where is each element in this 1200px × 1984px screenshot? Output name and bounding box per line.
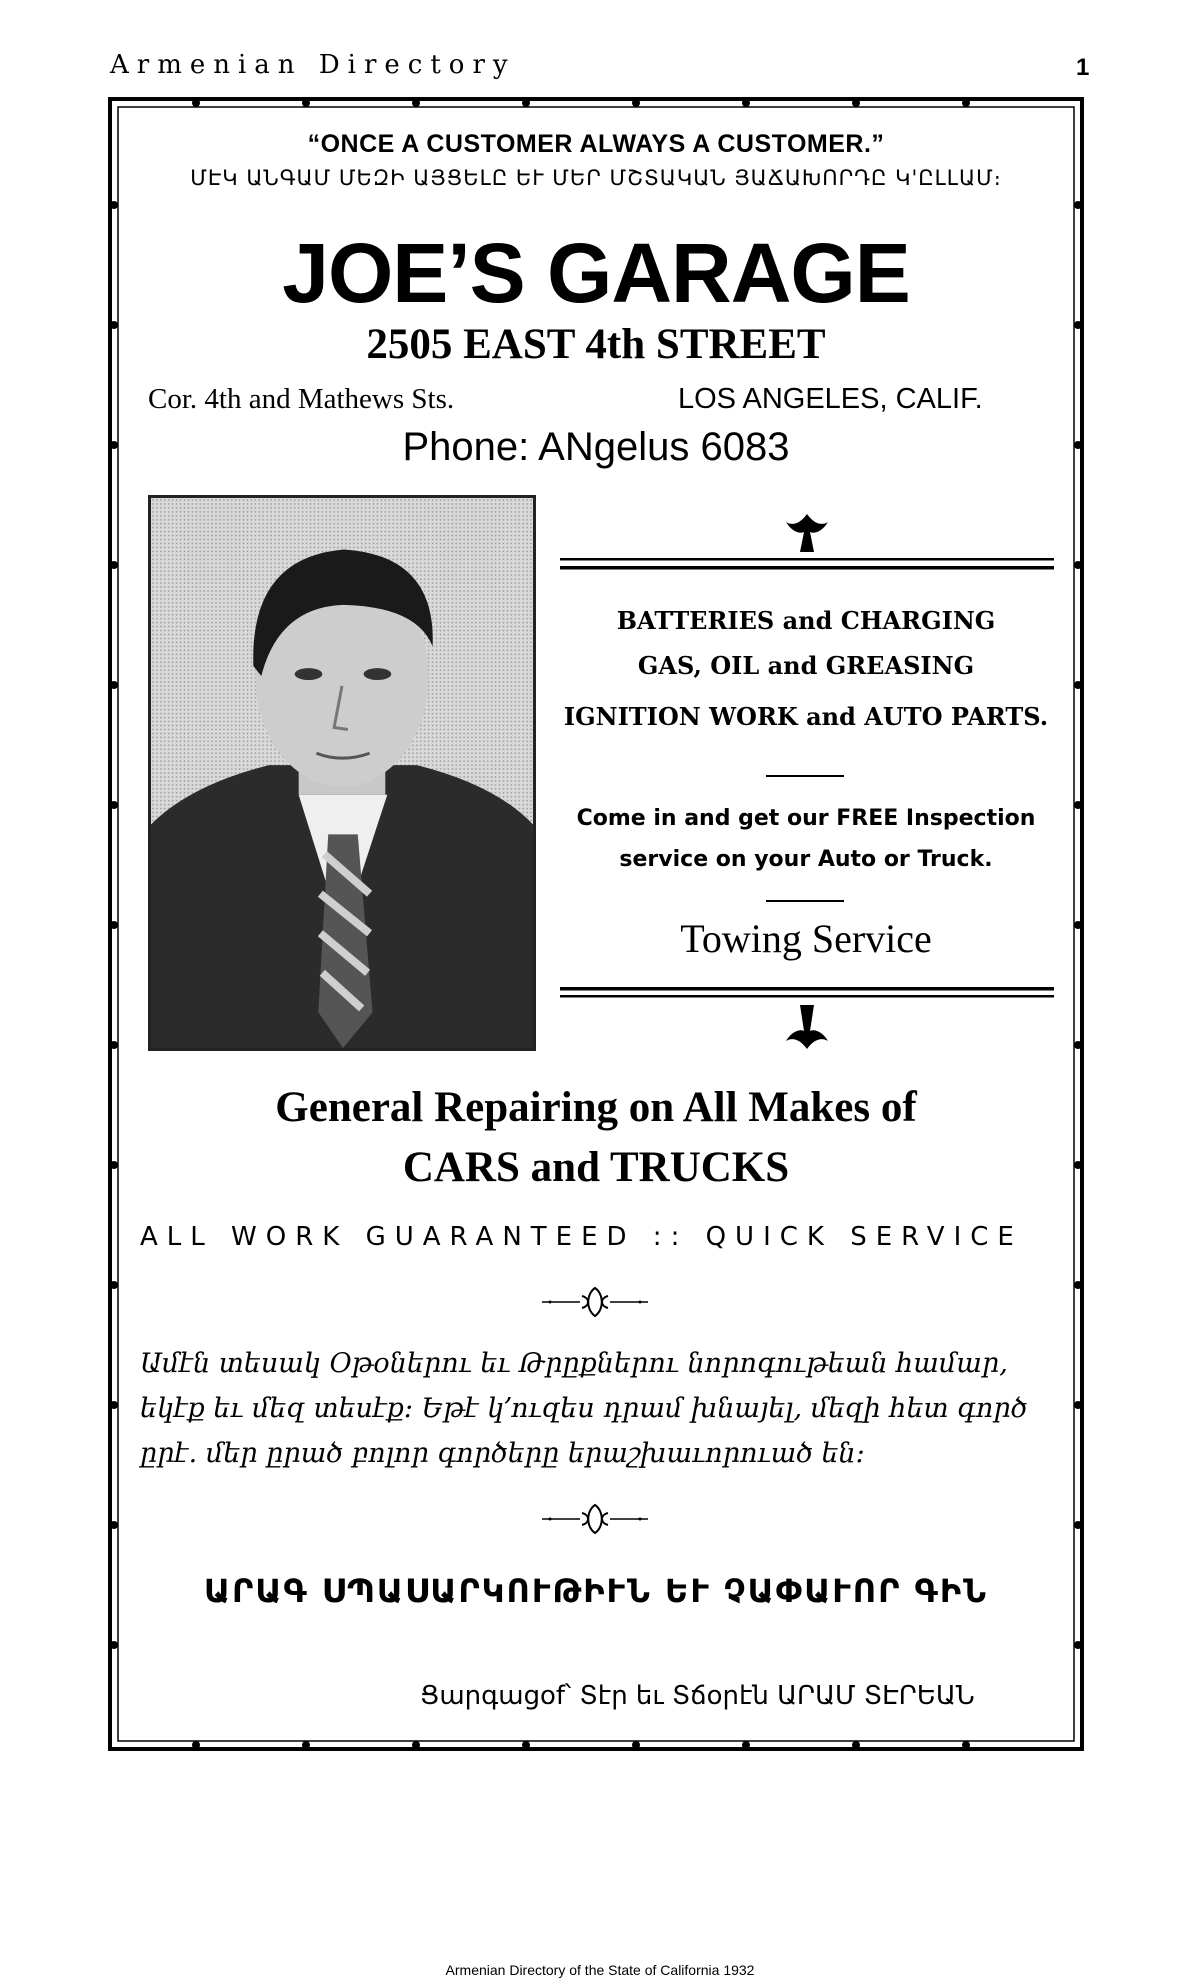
service-batteries: BATTERIES and CHARGING: [616, 606, 996, 635]
slogan-english: “ONCE A CUSTOMER ALWAYS A CUSTOMER.”: [307, 130, 885, 158]
armenian-heading: ԱՐԱԳ ՍՊԱՍԱՐԿՈՒԹԻՒՆ ԵՒ ՉԱՓԱՒՈՐ ԳԻՆ: [203, 1572, 989, 1610]
guarantee-line: ALL WORK GUARANTEED :: QUICK SERVICE: [140, 1222, 1023, 1252]
divider-rule: [766, 775, 844, 777]
page-number: 1: [1076, 54, 1090, 81]
fleuron-ornament-bottom: [560, 985, 1054, 1055]
scroll-ornament: [540, 1286, 650, 1318]
page-footer: Armenian Directory of the State of California 1932: [445, 1962, 755, 1978]
service-ignition: IGNITION WORK and AUTO PARTS.: [563, 702, 1049, 731]
publisher-credit: Ցարգացօf՝ Տէր եւ Տճօրէն ԱՐԱՄ ՏԷՐԵԱՆ: [420, 1681, 975, 1711]
armenian-paragraph-line: եկէք եւ մեզ տեսէք։ Եթէ կ՚ուզես դրամ խնայել, մեզի հետ գործ: [140, 1393, 1028, 1424]
service-gas-oil: GAS, OIL and GREASING: [637, 651, 975, 680]
cross-streets: Cor. 4th and Mathews Sts.: [148, 383, 455, 415]
street-address: 2505 EAST 4th STREET: [366, 321, 826, 368]
divider-rule: [766, 900, 844, 902]
city: LOS ANGELES, CALIF.: [678, 383, 983, 415]
repair-headline: General Repairing on All Makes of: [275, 1084, 917, 1131]
towing-service: Towing Service: [680, 916, 932, 961]
inspection-offer-continued: service on your Auto or Truck.: [619, 847, 993, 872]
business-name: JOE’S GARAGE: [282, 226, 910, 320]
inspection-offer: Come in and get our FREE Inspection: [576, 806, 1036, 831]
slogan-armenian: ՄԷԿ ԱՆԳԱՄ ՄԵԶԻ ԱՅՑԵԼԸ ԵՒ ՄԵՐ ՄՇՏԱԿԱՆ ՅԱՃԱԽՈՐԴԸ Կ'ԸԼԼԱՄ։: [190, 166, 1002, 190]
running-head: Armenian Directory: [110, 50, 516, 80]
armenian-paragraph-line: ըրէ․ մեր ըրած բոլոր գործերը երաշխաւորուած են։: [140, 1438, 865, 1469]
fleuron-ornament-top: [560, 510, 1054, 572]
owner-portrait-photo: [148, 495, 536, 1051]
repair-headline-vehicles: CARS and TRUCKS: [402, 1144, 790, 1191]
armenian-paragraph-line: Ամէն տեսակ Օթօներու եւ Թրըքներու նորոգութեան համար,: [140, 1348, 1008, 1379]
scroll-ornament: [540, 1503, 650, 1535]
phone: Phone: ANgelus 6083: [402, 425, 790, 469]
